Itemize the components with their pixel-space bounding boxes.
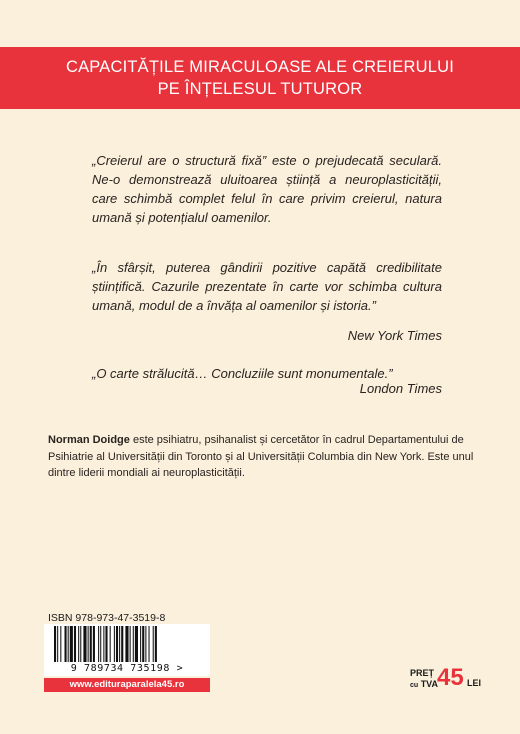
vat-tva: TVA bbox=[420, 679, 439, 689]
banner-line-1: CAPACITĂȚILE MIRACULOASE ALE CREIERULUI bbox=[65, 58, 454, 76]
intro-paragraph: „Creierul are o structură fixă” este o prejudecată seculară. Ne-o demonstrează uluitoarea știință a neuroplasticității, care schimbă complet felul în care privim creierul, natura umană și potențialul oamenilor. bbox=[92, 153, 442, 225]
barcode-bars-icon bbox=[48, 626, 206, 664]
author-name: Norman Doidge bbox=[48, 434, 130, 446]
quote-new-york-times: „În sfârșit, puterea gândirii pozitive capătă credibilitate științifică. Cazurile prezentate în carte vor schimba cultura umană, modul de a învăța al oamenilor și istoria.” bbox=[92, 260, 442, 313]
header-banner bbox=[0, 47, 520, 109]
author-bio-text: este psihiatru, psihanalist și cercetător în cadrul Departamentului de Psihiatrie al Universității din Toronto și al Universității Columbia din New York. Este unul dintre liderii mondiali ai neuroplasticității. bbox=[48, 434, 474, 479]
price-amount: 45 bbox=[437, 664, 464, 691]
quote-london-times: „O carte strălucită… Concluziile sunt monumentale.” bbox=[92, 366, 393, 381]
vat-cu: cu bbox=[410, 682, 419, 689]
barcode-digits: 9 789734 735198 > bbox=[70, 663, 184, 674]
quote-source-nyt: New York Times bbox=[347, 328, 442, 343]
quote-source-london: London Times bbox=[359, 381, 442, 396]
price-tag bbox=[410, 664, 480, 694]
isbn-number: ISBN 978-973-47-3519-8 bbox=[48, 612, 166, 624]
barcode bbox=[44, 624, 210, 676]
price-currency: LEI bbox=[467, 678, 482, 688]
banner-line-2: PE ÎNȚELESUL TUTUROR bbox=[157, 80, 363, 98]
vat-label bbox=[410, 679, 438, 689]
author-bio bbox=[48, 432, 476, 482]
price-label: PREȚ bbox=[410, 668, 435, 678]
publisher-url[interactable]: www.edituraparalela45.ro bbox=[44, 678, 210, 692]
